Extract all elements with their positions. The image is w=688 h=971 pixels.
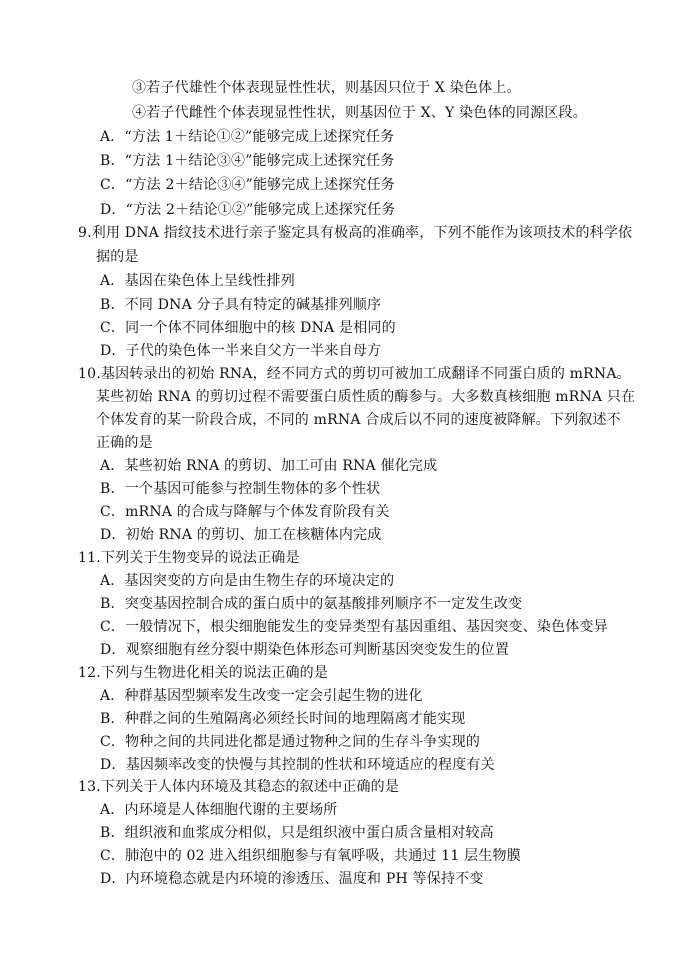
q13-stem-line-1: 13.下列关于人体内环境及其稳态的叙述中正确的是: [78, 779, 400, 795]
q12-option-c: C．物种之间的共同进化都是通过物种之间的生存斗争实现的: [100, 734, 481, 750]
q8-option-a: A．“方法 1＋结论①②”能够完成上述探究任务: [100, 129, 395, 145]
q13-option-a: A．内环境是人体细胞代谢的主要场所: [100, 802, 338, 818]
q9-option-d: D．子代的染色体一半来自父方一半来自母方: [100, 343, 382, 359]
q11-stem-line-1: 11.下列关于生物变异的说法正确是: [78, 550, 300, 566]
q8-option-c: C．“方法 2＋结论③④”能够完成上述探究任务: [100, 177, 395, 193]
q10-stem-line-4: 正确的是: [96, 435, 153, 451]
q11-option-d: D．观察细胞有丝分裂中期染色体形态可判断基因突变发生的位置: [100, 642, 510, 658]
q9-option-b: B．不同 DNA 分子具有特定的碱基排列顺序: [100, 297, 382, 313]
q9-option-c: C．同一个体不同体细胞中的核 DNA 是相同的: [100, 320, 396, 336]
q10-option-a: A．某些初始 RNA 的剪切、加工可由 RNA 催化完成: [100, 458, 438, 474]
q10-stem-line-1: 10.基因转录出的初始 RNA，经不同方式的剪切可被加工成翻译不同蛋白质的 mRNA。: [78, 366, 631, 382]
q11-option-a: A．基因突变的方向是由生物生存的环境决定的: [100, 573, 395, 589]
q9-stem-line-2: 据的是: [96, 249, 139, 265]
q12-option-b: B．种群之间的生殖隔离必须经长时间的地理隔离才能实现: [100, 711, 466, 727]
q9-stem-line-1: 9.利用 DNA 指纹技术进行亲子鉴定具有极高的准确率，下列不能作为该项技术的科学依: [78, 225, 633, 241]
q10-stem-line-3: 个体发育的某一阶段合成，不同的 mRNA 合成后以不同的速度被降解。下列叙述不: [96, 412, 621, 428]
q12-stem-line-1: 12.下列与生物进化相关的说法正确的是: [78, 665, 329, 681]
q11-option-b: B．突变基因控制合成的蛋白质中的氨基酸排列顺序不一定发生改变: [100, 596, 523, 612]
q9-option-a: A．基因在染色体上呈线性排列: [100, 273, 295, 289]
q13-option-c: C．肺泡中的 02 进入组织细胞参与有氧呼吸，共通过 11 层生物膜: [100, 848, 521, 864]
q8-conclusion-3: ③若子代雄性个体表现显性性状，则基因只位于 X 染色体上。: [132, 80, 521, 96]
q13-option-d: D．内环境稳态就是内环境的渗透压、温度和 PH 等保持不变: [100, 871, 484, 887]
q8-option-d: D．“方法 2＋结论①②”能够完成上述探究任务: [100, 202, 396, 218]
q8-option-b: B．“方法 1＋结论③④”能够完成上述探究任务: [100, 153, 395, 169]
q10-stem-line-2: 某些初始 RNA 的剪切过程不需要蛋白质性质的酶参与。大多数真核细胞 mRNA 只在: [96, 389, 636, 405]
q11-option-c: C．一般情况下，根尖细胞能发生的变异类型有基因重组、基因突变、染色体变异: [100, 619, 608, 635]
q12-option-a: A．种群基因型频率发生改变一定会引起生物的进化: [100, 688, 423, 704]
q10-option-c: C．mRNA 的合成与降解与个体发育阶段有关: [100, 504, 390, 520]
q12-option-d: D．基因频率改变的快慢与其控制的性状和环境适应的程度有关: [100, 757, 495, 773]
q10-option-d: D．初始 RNA 的剪切、加工在核糖体内完成: [100, 527, 382, 543]
q8-conclusion-4: ④若子代雌性个体表现显性性状，则基因位于 X、Y 染色体的同源区段。: [132, 105, 587, 121]
q13-option-b: B．组织液和血浆成分相似，只是组织液中蛋白质含量相对较高: [100, 825, 494, 841]
q10-option-b: B．一个基因可能参与控制生物体的多个性状: [100, 481, 381, 497]
